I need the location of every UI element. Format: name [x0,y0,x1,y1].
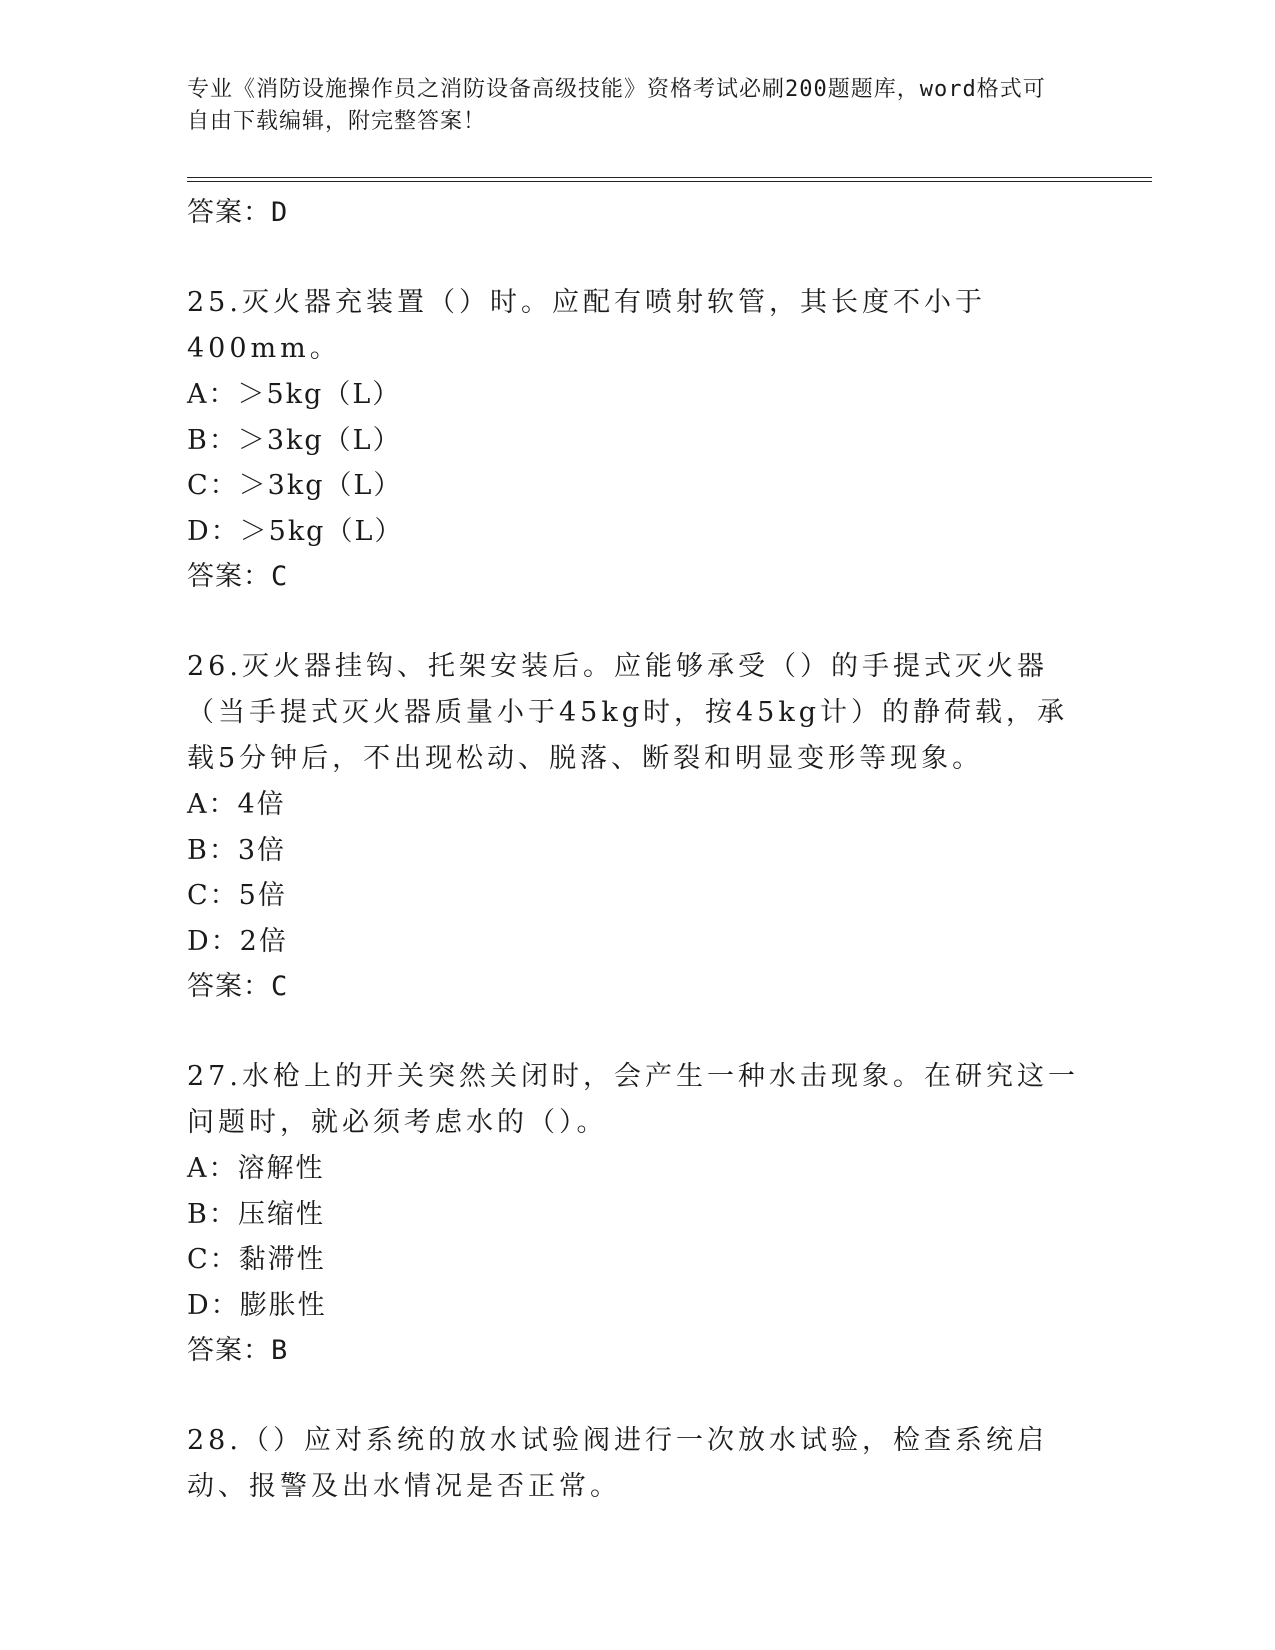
document-header: 专业《消防设施操作员之消防设备高级技能》资格考试必刷200题题库，word格式可自由下载编辑，附完整答案！ [187,77,1046,134]
option-a: A：4倍 [187,789,286,820]
option-c: C：黏滞性 [187,1244,326,1275]
answer-line: 答案：D [187,197,289,228]
question-stem: 25.灭火器充装置（）时。应配有喷射软管，其长度不小于400mm。 [187,287,986,364]
answer-line: 答案：C [187,561,289,592]
question-25 [187,280,1087,600]
option-b: B：＞3kg（L） [187,424,402,456]
option-d: D：2倍 [187,925,288,957]
option-b: B：3倍 [187,834,287,866]
answer-line: 答案：B [187,1335,289,1366]
option-d: D：＞5kg（L） [187,515,404,547]
option-c: C：5倍 [187,880,287,911]
question-stem: 28.（）应对系统的放水试验阀进行一次放水试验，检查系统启动、报警及出水情况是否正常。 [187,1425,1048,1502]
header-divider-top [187,177,1152,178]
question-stem: 27.水枪上的开关突然关闭时，会产生一种水击现象。在研究这一问题时，就必须考虑水的（）。 [187,1061,1079,1138]
question-stem: 26.灭火器挂钩、托架安装后。应能够承受（）的手提式灭火器（当手提式灭火器质量小于45kg时，按45kg计）的静荷载，承载5分钟后，不出现松动、脱落、断裂和明显变形等现象。 [187,651,1069,774]
option-b: B：压缩性 [187,1198,325,1230]
header-divider-bottom [187,181,1152,182]
question-26 [187,644,1087,1010]
question-list [187,190,1087,1510]
option-c: C：＞3kg（L） [187,470,403,501]
option-a: A：溶解性 [187,1153,325,1184]
question-27 [187,1054,1087,1374]
option-a: A：＞5kg（L） [187,379,402,410]
question-28 [187,1418,1087,1510]
option-d: D：膨胀性 [187,1289,327,1321]
answer-line: 答案：C [187,971,289,1002]
